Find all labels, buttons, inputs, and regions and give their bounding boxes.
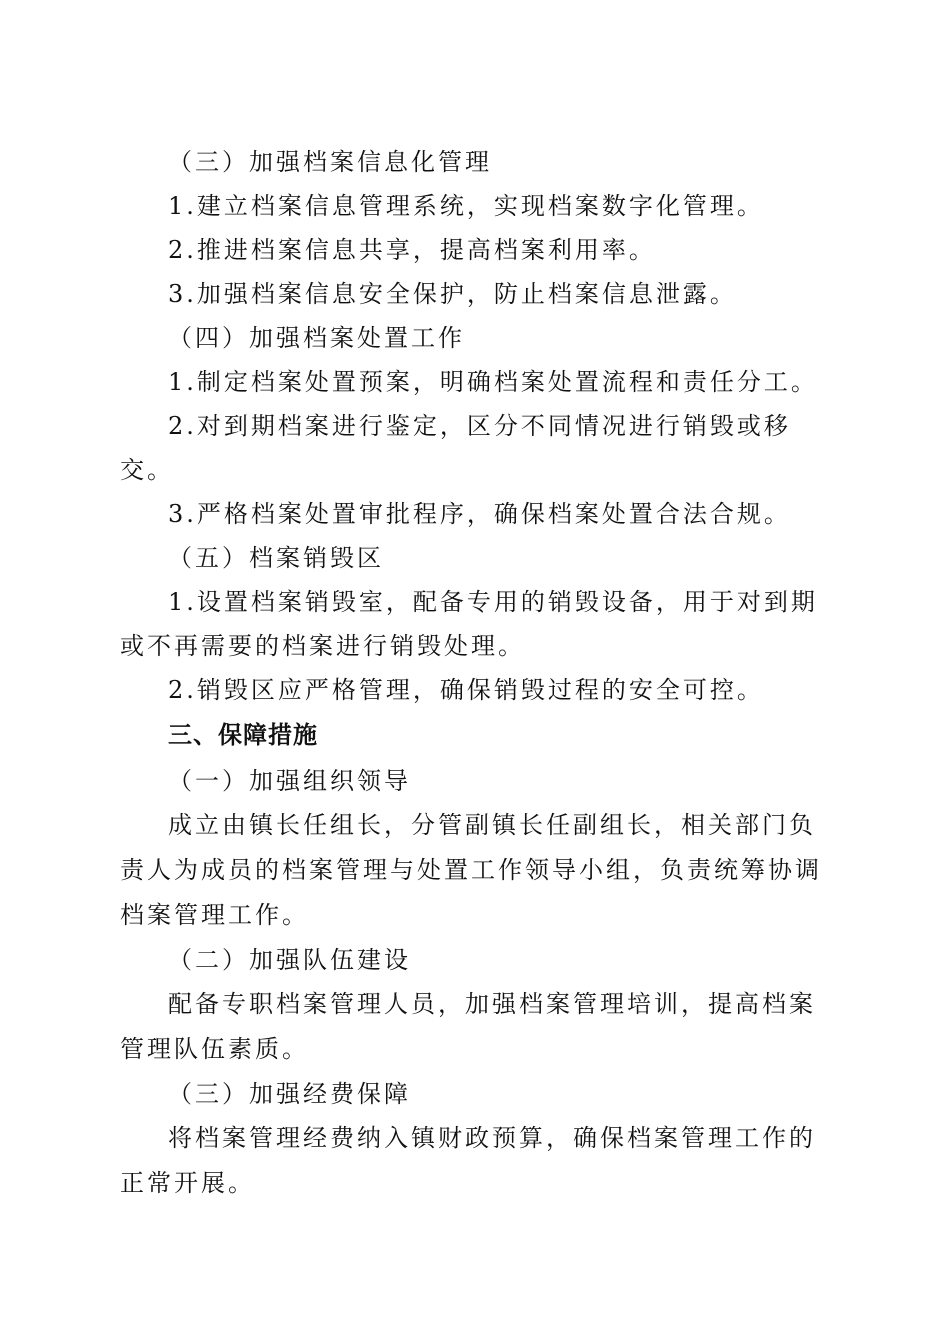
list-item: 2.推进档案信息共享，提高档案利用率。 — [168, 236, 656, 264]
list-item: 1.制定档案处置预案，明确档案处置流程和责任分工。 — [168, 368, 818, 396]
section-heading-funding-guarantee: （三）加强经费保障 — [168, 1080, 411, 1108]
section-heading-team-building: （二）加强队伍建设 — [168, 946, 411, 974]
section-heading-archive-informatization: （三）加强档案信息化管理 — [168, 148, 492, 176]
paragraph-team-building: 配备专职档案管理人员，加强档案管理培训，提高档案管理队伍素质。 — [120, 990, 816, 1063]
list-item: 3.严格档案处置审批程序，确保档案处置合法合规。 — [168, 500, 791, 528]
section-heading-destruction-area: （五）档案销毁区 — [168, 544, 384, 572]
list-item: 2.对到期档案进行鉴定，区分不同情况进行销毁或移交。 — [120, 412, 791, 484]
document-body — [120, 140, 830, 1206]
section-heading-archive-disposal: （四）加强档案处置工作 — [168, 324, 465, 352]
list-item: 1.建立档案信息管理系统，实现档案数字化管理。 — [168, 192, 764, 220]
paragraph-organization-leadership: 成立由镇长任组长，分管副镇长任副组长，相关部门负责人为成员的档案管理与处置工作领导小组，负责统筹协调档案管理工作。 — [120, 811, 822, 929]
paragraph-funding-guarantee: 将档案管理经费纳入镇财政预算，确保档案管理工作的正常开展。 — [120, 1124, 816, 1197]
list-item: 2.销毁区应严格管理，确保销毁过程的安全可控。 — [168, 676, 764, 704]
list-item: 3.加强档案信息安全保护，防止档案信息泄露。 — [168, 280, 737, 308]
part-heading-safeguard-measures: 三、保障措施 — [168, 721, 318, 749]
section-heading-organization-leadership: （一）加强组织领导 — [168, 767, 411, 795]
list-item: 1.设置档案销毁室，配备专用的销毁设备，用于对到期或不再需要的档案进行销毁处理。 — [120, 588, 818, 660]
